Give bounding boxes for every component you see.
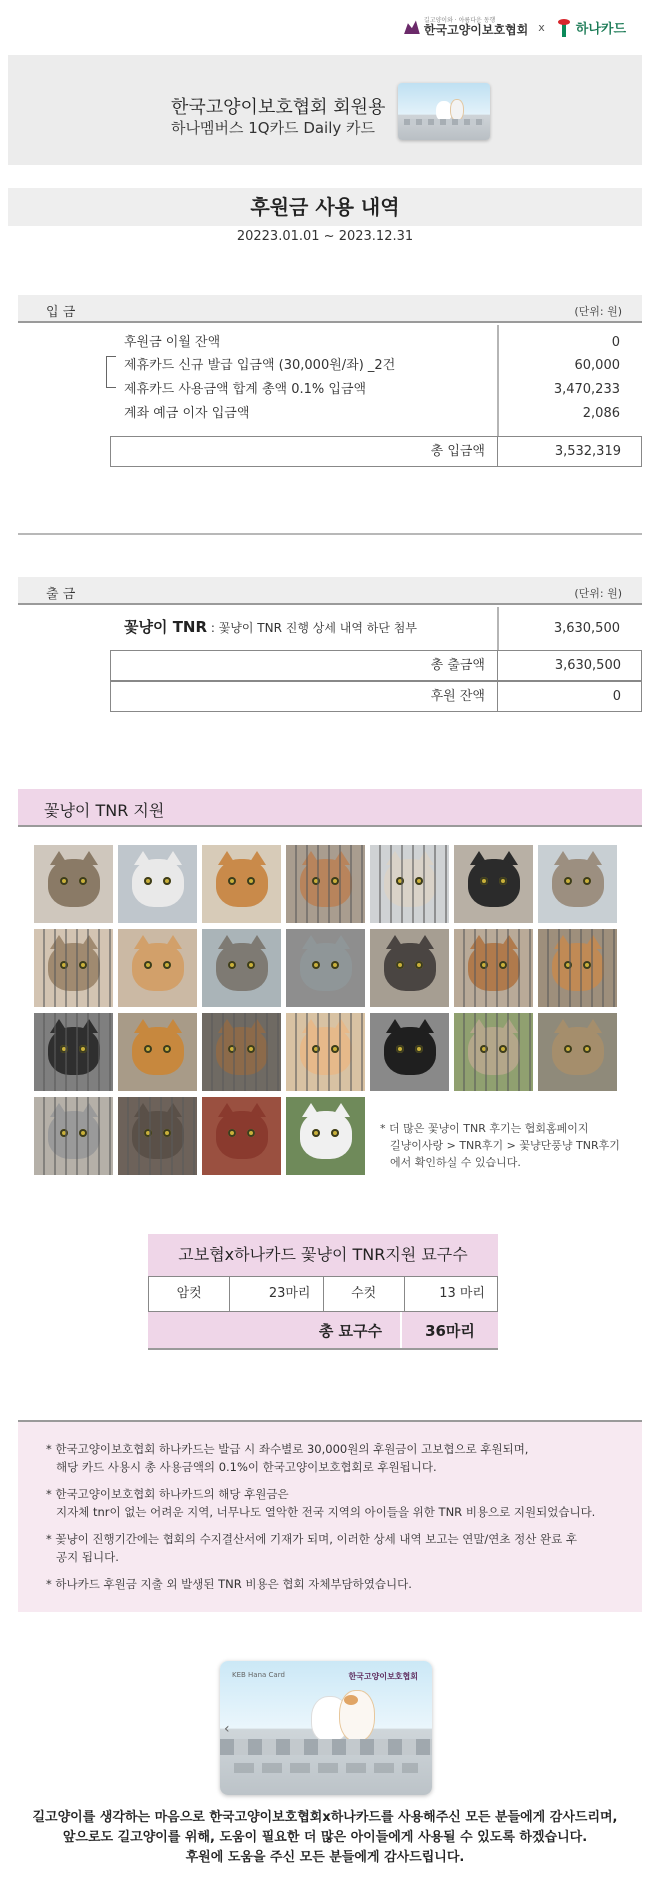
income-row-label: 제휴카드 사용금액 합계 총액 0.1% 입금액: [124, 382, 367, 397]
cat-photo: [286, 845, 365, 923]
note-line: * 꽃냥이 진행기간에는 협회의 수지결산서에 기재가 되며, 이러한 상세 내역 보고는 연말/연초 정산 완료 후: [46, 1532, 578, 1546]
male-count: 13 마리: [439, 1286, 485, 1301]
cat-photo: [34, 1013, 113, 1091]
income-row-label: 제휴카드 신규 발급 입금액 (30,000원/좌) _2건: [124, 358, 396, 373]
cat-photo: [286, 1097, 365, 1175]
expense-item-title: 꽃냥이 TNR: [124, 618, 208, 636]
cat-photo: [286, 1013, 365, 1091]
tnr-section-header: [18, 789, 642, 827]
cat-photo: [202, 929, 281, 1007]
cat-photo: [286, 929, 365, 1007]
hana-card-image: [220, 1661, 432, 1795]
cat-photo: [370, 929, 449, 1007]
section-divider: [18, 533, 642, 535]
cat-photo: [202, 1097, 281, 1175]
note-item: [46, 1575, 618, 1593]
income-row-value: 3,470,233: [553, 382, 620, 397]
cat-photo: [118, 1013, 197, 1091]
cat-photo: [370, 1013, 449, 1091]
expense-total-value-cell: [497, 650, 642, 681]
cat-photo: [118, 929, 197, 1007]
card-banner: [8, 55, 642, 165]
expense-item-value: 3,630,500: [553, 621, 620, 636]
cat-silhouette-icon: [404, 20, 420, 34]
female-count: 23마리: [230, 1277, 323, 1311]
balance-label: 후원 잔액: [430, 689, 485, 704]
male-label: 수컷: [324, 1277, 405, 1311]
balance-label-cell: [110, 681, 498, 712]
expense-item-desc: : 꽃냥이 TNR 진행 상세 내역 하단 첨부: [207, 621, 417, 635]
tnr-note-line: 에서 확인하실 수 있습니다.: [390, 1156, 521, 1169]
income-total-value: 3,532,319: [554, 444, 621, 459]
cat-photo: [34, 1097, 113, 1175]
income-row-value: 0: [611, 335, 620, 350]
cat-photo: [34, 845, 113, 923]
association-tagline: 길고양이와 · 아름다운 동행: [423, 17, 496, 25]
banner-line-1: 한국고양이보호협회 회원용: [171, 97, 386, 118]
cat-photo: [538, 845, 617, 923]
count-table-title: 고보협x하나카드 꽃냥이 TNR지원 묘구수: [148, 1234, 498, 1276]
income-row-label: 후원금 이월 잔액: [124, 335, 221, 350]
cat-photo: [454, 845, 533, 923]
closing-message: [0, 1808, 650, 1868]
card-thumbnail-image: [398, 83, 490, 140]
note-line: * 한국고양이보호협회 하나카드의 해당 후원금은: [46, 1487, 289, 1501]
income-row-value: 60,000: [574, 358, 620, 373]
page-title: 후원금 사용 내역: [8, 188, 642, 226]
note-line: * 하나카드 후원금 지출 외 발생된 TNR 비용은 협회 자체부담하였습니다.: [46, 1577, 412, 1591]
note-item: [46, 1485, 618, 1521]
cat-photo: [454, 929, 533, 1007]
association-logo: [404, 18, 528, 37]
logo-separator: x: [538, 21, 545, 34]
cat-photo: [202, 1013, 281, 1091]
income-row-label: 계좌 예금 이자 입금액: [124, 406, 250, 421]
expense-unit: (단위: 원): [574, 587, 622, 600]
cat-photo: [34, 929, 113, 1007]
expense-total-label-cell: [110, 650, 498, 681]
cat-photo: [538, 1013, 617, 1091]
female-label: 암컷: [149, 1277, 230, 1311]
income-unit: (단위: 원): [574, 305, 622, 318]
tnr-section-label: 꽃냥이 TNR 지원: [44, 801, 165, 820]
note-line: * 한국고양이보호협회 하나카드는 발급 시 좌수별로 30,000원의 후원금이 고보협으로 후원되며,: [46, 1442, 529, 1456]
tnr-note-line: 길냥이사랑 > TNR후기 > 꽃냥단풍냥 TNR후기: [390, 1139, 620, 1152]
chevron-left-icon: ‹: [224, 1721, 230, 1737]
card-association-text: 한국고양이보호협회: [348, 1672, 418, 1681]
count-table-row: [148, 1276, 498, 1312]
hana-mark-icon: [555, 19, 573, 37]
note-line: 공지 됩니다.: [56, 1550, 119, 1564]
cat-count-table: [148, 1234, 498, 1350]
hana-card-name: 하나카드: [575, 22, 626, 37]
income-total-label: 총 입금액: [430, 444, 485, 459]
closing-line: 길고양이를 생각하는 마음으로 한국고양이보호협회x하나카드를 사용해주신 모든 분들에게 감사드리며,: [32, 1810, 618, 1825]
balance-value-cell: [497, 681, 642, 712]
closing-line: 후원에 도움을 주신 모든 분들에게 감사드립니다.: [185, 1850, 465, 1865]
note-line: 해당 카드 사용시 총 사용금액의 0.1%이 한국고양이보호협회로 후원됩니다.: [56, 1460, 437, 1474]
income-bracket: [106, 356, 116, 388]
note-line: 지자체 tnr이 없는 어려운 지역, 너무나도 열악한 전국 지역의 아이들을 위한 TNR 비용으로 지원되었습니다.: [56, 1505, 596, 1519]
notes-box: [18, 1420, 642, 1612]
expense-label: 출 금: [46, 587, 76, 602]
cat-photo: [118, 1097, 197, 1175]
income-section-header: [18, 295, 642, 323]
cat-photo: [538, 929, 617, 1007]
expense-total-value: 3,630,500: [554, 658, 621, 673]
association-name: 한국고양이보호협회: [423, 23, 529, 38]
hana-card-logo: [555, 18, 626, 37]
cat-photo: [118, 845, 197, 923]
tnr-review-note: [380, 1120, 630, 1171]
report-period: 20223.01.01 ~ 2023.12.31: [236, 229, 414, 244]
income-label: 입 금: [46, 305, 76, 320]
total-count-value: 36마리: [425, 1322, 475, 1340]
total-count-label: 총 묘구수: [148, 1312, 402, 1348]
count-table-total-row: [148, 1312, 498, 1350]
expense-section-header: [18, 577, 642, 605]
banner-line-2: 하나멤버스 1Q카드 Daily 카드: [171, 119, 376, 137]
note-item: [46, 1440, 618, 1476]
card-bank-text: KEB Hana Card: [232, 1671, 285, 1679]
calico-cat-illustration: [340, 1691, 374, 1741]
balance-value: 0: [612, 689, 621, 704]
header-logos: [404, 18, 626, 37]
tnr-note-line: * 더 많은 꽃냥이 TNR 후기는 협회홈페이지: [380, 1122, 589, 1135]
closing-line: 앞으로도 길고양이를 위해, 도움이 필요한 더 많은 아이들에게 사용될 수 있도록 하겠습니다.: [62, 1830, 588, 1845]
cat-photo: [370, 845, 449, 923]
income-total-label-cell: [110, 436, 498, 467]
income-row-value: 2,086: [582, 406, 620, 421]
cat-photo: [202, 845, 281, 923]
income-total-value-cell: [497, 436, 642, 467]
note-item: [46, 1530, 618, 1566]
expense-item: [124, 617, 417, 639]
cat-photo: [454, 1013, 533, 1091]
expense-total-label: 총 출금액: [430, 658, 485, 673]
